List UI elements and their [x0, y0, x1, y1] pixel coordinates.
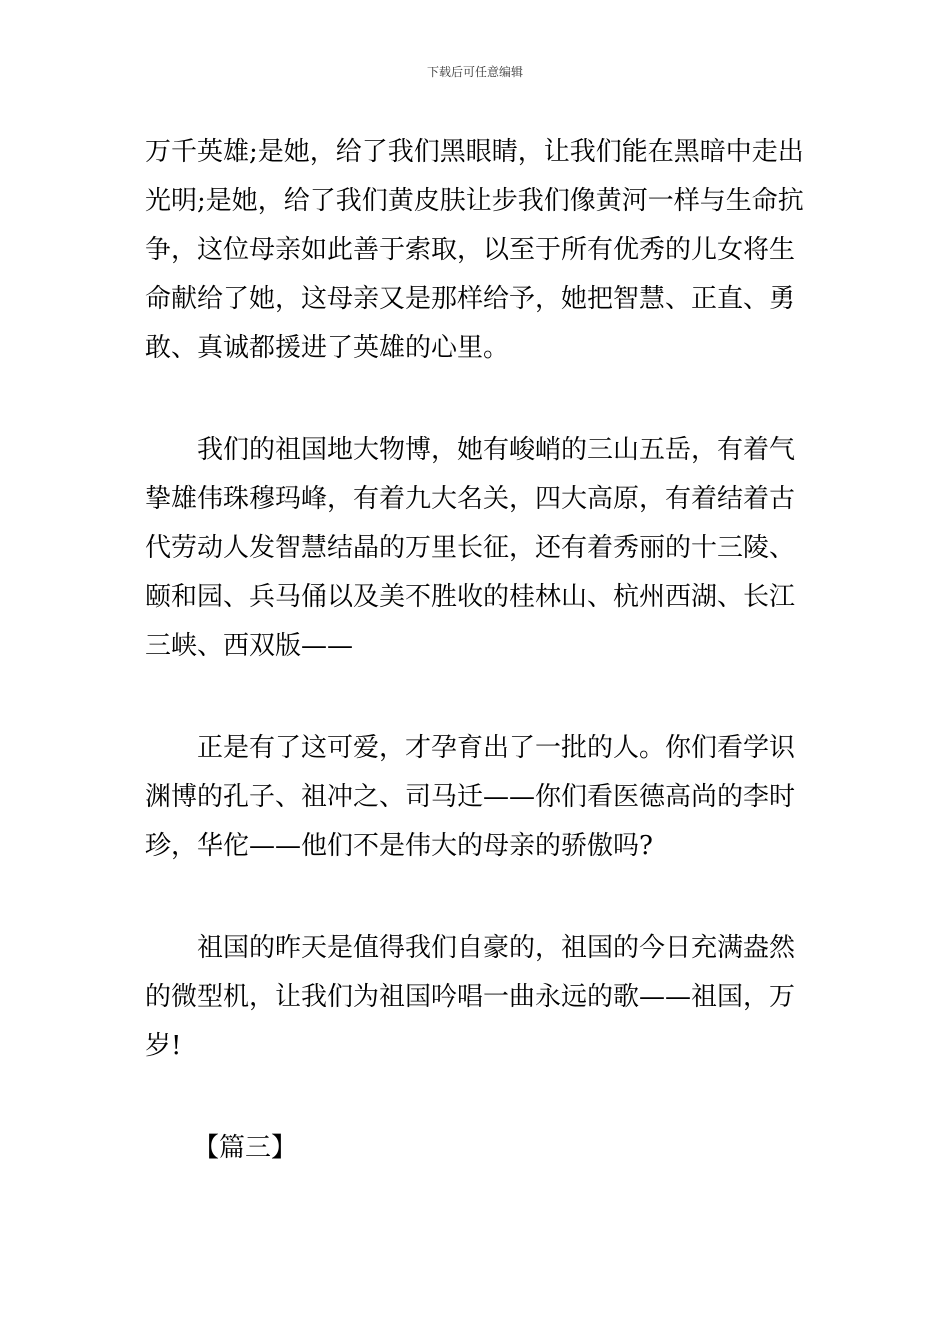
paragraph-spacer — [145, 1071, 807, 1124]
paragraph-4 — [145, 924, 807, 1071]
paragraph-line: 颐和园、兵马俑以及美不胜收的桂林山、杭州西湖、长江 — [145, 582, 796, 612]
paragraph-line: 万千英雄;是她，给了我们黑眼睛，让我们能在黑暗中走出 — [145, 137, 804, 167]
document-body — [145, 128, 807, 1173]
page-header: 下载后可任意编辑 — [426, 65, 523, 79]
section-heading: 【篇三】 — [193, 1133, 298, 1163]
paragraph-line: 祖国的昨天是值得我们自豪的，祖国的今日充满盎然 — [197, 933, 796, 963]
paragraph-line: 挚雄伟珠穆玛峰，有着九大名关，四大高原，有着结着古 — [145, 484, 796, 514]
paragraph-spacer — [145, 373, 807, 426]
paragraph-spacer — [145, 871, 807, 924]
paragraph-line: 珍，华佗——他们不是伟大的母亲的骄傲吗? — [145, 831, 653, 861]
paragraph-line: 命献给了她，这母亲又是那样给予，她把智慧、正直、勇 — [145, 284, 796, 314]
paragraph-2 — [145, 426, 807, 671]
paragraph-spacer — [145, 671, 807, 724]
paragraph-line: 三峡、西双版—— — [145, 631, 354, 661]
paragraph-line: 争，这位母亲如此善于索取，以至于所有优秀的儿女将生 — [145, 235, 796, 265]
paragraph-3 — [145, 724, 807, 871]
paragraph-line: 光明;是她，给了我们黄皮肤让步我们像黄河一样与生命抗 — [145, 186, 804, 216]
paragraph-line: 正是有了这可爱，才孕育出了一批的人。你们看学识 — [197, 733, 796, 763]
paragraph-line: 岁! — [145, 1031, 182, 1061]
paragraph-line: 代劳动人发智慧结晶的万里长征，还有着秀丽的十三陵、 — [145, 533, 796, 563]
paragraph-line: 敢、真诚都援进了英雄的心里。 — [145, 333, 510, 363]
paragraph-line: 的微型机，让我们为祖国吟唱一曲永远的歌——祖国，万 — [145, 982, 796, 1012]
paragraph-1 — [145, 128, 807, 373]
paragraph-line: 我们的祖国地大物博，她有峻峭的三山五岳，有着气 — [197, 435, 796, 465]
paragraph-line: 渊博的孔子、祖冲之、司马迁——你们看医德高尚的李时 — [145, 782, 796, 812]
